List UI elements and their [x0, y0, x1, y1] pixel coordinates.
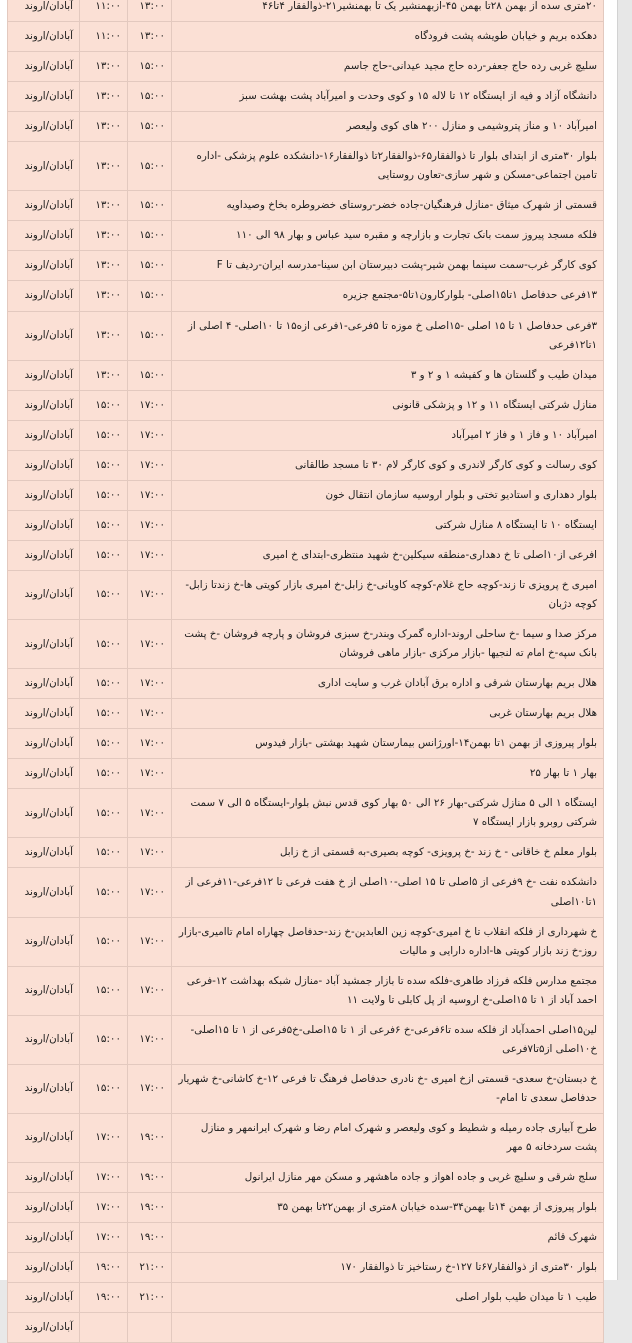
cell-end-time: ۱۵:۰۰ — [128, 221, 172, 251]
table-row — [8, 699, 604, 729]
cell-region: آبادان/اروند — [8, 390, 80, 420]
cell-start-time: ۱۵:۰۰ — [80, 868, 128, 917]
cell-region: آبادان/اروند — [8, 699, 80, 729]
table-row — [8, 281, 604, 311]
cell-end-time: ۱۷:۰۰ — [128, 699, 172, 729]
table-row — [8, 1223, 604, 1253]
cell-start-time: ۱۹:۰۰ — [80, 1283, 128, 1313]
cell-outage-area: ۱۳فرعی حدفاصل ۱تا۱۵اصلی- بلوارکارون۱تا۵-مجتمع جزیره — [172, 281, 604, 311]
cell-outage-area: امیرآباد ۱۰ و فاز ۱ و فاز ۲ امیرآباد — [172, 420, 604, 450]
cell-end-time: ۱۷:۰۰ — [128, 838, 172, 868]
cell-region: آبادان/اروند — [8, 1313, 80, 1343]
cell-region: آبادان/اروند — [8, 191, 80, 221]
cell-outage-area — [172, 1313, 604, 1343]
cell-region: آبادان/اروند — [8, 510, 80, 540]
cell-start-time: ۱۳:۰۰ — [80, 142, 128, 191]
table-row — [8, 1015, 604, 1064]
cell-outage-area: هلال بریم بهارستان غربی — [172, 699, 604, 729]
cell-outage-area: دانشکده نفت -خ ۹فرعی از ۵اصلی تا ۱۵ اصلی-۱۰اصلی از خ هفت فرعی تا ۱۲فرعی-۱۱فرعی از ۱تا۱۰اصلی — [172, 868, 604, 917]
cell-outage-area: بلوار پیروزی از بهمن ۱۴تا بهمن۳۴-سده خیابان ۸متری از بهمن۲۲تا بهمن ۳۵ — [172, 1193, 604, 1223]
cell-outage-area: سلج شرقی و سلیچ غربی و جاده اهواز و جاده ماهشهر و مسکن مهر منازل ایرانول — [172, 1163, 604, 1193]
cell-outage-area: ایستگاه ۱۰ تا ایستگاه ۸ منازل شرکتی — [172, 510, 604, 540]
cell-outage-area: افرعی از۱۰اصلی تا خ دهداری-منطقه سیکلین-خ شهید منتظری-ابتدای خ امیری — [172, 540, 604, 570]
cell-outage-area: بلوار ۳۰متری از ابتدای بلوار تا ذوالفقار۶۵-ذوالفقار۲تا ذوالفقار۱۶-دانشکده علوم پزشکی -اداره تامین اجتماعی-مسکن و شهر سازی-تعاون روستایی — [172, 142, 604, 191]
cell-outage-area: امیری خ پرویزی تا زند-کوچه حاج غلام-کوچه کاویانی-خ زابل-خ امیری بازار کویتی ها-خ زندتا زابل-کوچه دژبان — [172, 570, 604, 619]
cell-end-time: ۱۵:۰۰ — [128, 112, 172, 142]
cell-start-time: ۱۵:۰۰ — [80, 789, 128, 838]
cell-end-time: ۱۷:۰۰ — [128, 917, 172, 966]
cell-end-time: ۱۷:۰۰ — [128, 759, 172, 789]
cell-outage-area: خ دبستان-خ سعدی- قسمتی ازخ امیری -خ نادری حدفاصل فرهنگ تا فرعی ۱۲-خ کاشانی-خ شهریار حدفاصل سعدی تا امام- — [172, 1064, 604, 1113]
table-row — [8, 1253, 604, 1283]
table-row — [8, 510, 604, 540]
cell-outage-area: منازل شرکتی ایستگاه ۱۱ و ۱۲ و پزشکی قانونی — [172, 390, 604, 420]
cell-start-time: ۱۳:۰۰ — [80, 251, 128, 281]
cell-region: آبادان/اروند — [8, 82, 80, 112]
cell-end-time: ۱۷:۰۰ — [128, 570, 172, 619]
cell-start-time: ۱۵:۰۰ — [80, 838, 128, 868]
cell-start-time: ۱۳:۰۰ — [80, 311, 128, 360]
cell-end-time: ۲۱:۰۰ — [128, 1253, 172, 1283]
table-row — [8, 480, 604, 510]
cell-start-time: ۱۵:۰۰ — [80, 966, 128, 1015]
table-row — [8, 390, 604, 420]
table-row — [8, 251, 604, 281]
cell-region: آبادان/اروند — [8, 966, 80, 1015]
table-row — [8, 868, 604, 917]
cell-outage-area: شهرک قائم — [172, 1223, 604, 1253]
cell-region: آبادان/اروند — [8, 620, 80, 669]
table-row — [8, 966, 604, 1015]
cell-start-time: ۱۳:۰۰ — [80, 281, 128, 311]
cell-end-time: ۱۵:۰۰ — [128, 82, 172, 112]
cell-outage-area: کوی رسالت و کوی کارگر لاندری و کوی کارگر لام ۳۰ تا مسجد طالقانی — [172, 450, 604, 480]
cell-start-time: ۱۵:۰۰ — [80, 917, 128, 966]
cell-region: آبادان/اروند — [8, 540, 80, 570]
cell-start-time: ۱۵:۰۰ — [80, 540, 128, 570]
table-row — [8, 540, 604, 570]
cell-outage-area: طرح آبیاری جاده رمیله و شطیط و کوی ولیعصر و شهرک امام رضا و شهرک ایرانمهر و منازل پشت سردخانه ۵ مهر — [172, 1113, 604, 1162]
cell-end-time: ۲۱:۰۰ — [128, 1283, 172, 1313]
cell-end-time: ۱۵:۰۰ — [128, 142, 172, 191]
cell-outage-area: خ شهرداری از فلکه انقلاب تا خ امیری-کوچه زین العابدین-خ زند-حدفاصل چهاراه امام تاامیری-بازار روز-خ زند بازار کویتی ها-اداره دارایی و مالیات — [172, 917, 604, 966]
cell-start-time: ۱۵:۰۰ — [80, 450, 128, 480]
table-row — [8, 669, 604, 699]
cell-outage-area: دهکده بریم و خیابان طویشه پشت فرودگاه — [172, 22, 604, 52]
table-row — [8, 112, 604, 142]
cell-outage-area: مجتمع مدارس فلکه فرزاد طاهری-فلکه سده تا بازار جمشید آباد -منازل شبکه بهداشت ۱۲-فرعی احمد آباد از ۱ تا ۱۵اصلی-خ اروسیه از پل کابلی تا ولایت ۱۱ — [172, 966, 604, 1015]
cell-region: آبادان/اروند — [8, 917, 80, 966]
table-row — [8, 1163, 604, 1193]
cell-region: آبادان/اروند — [8, 1253, 80, 1283]
cell-end-time: ۱۵:۰۰ — [128, 191, 172, 221]
cell-outage-area: ۲۰متری سده از بهمن ۲۸تا بهمن ۴۵-ازبهمنشیر یک تا بهمنشیر۲۱-ذوالفقار ۴تا۴۶ — [172, 0, 604, 22]
cell-region: آبادان/اروند — [8, 22, 80, 52]
table-row — [8, 1193, 604, 1223]
cell-outage-area: بلوار ۳۰متری از ذوالفقار۶۷تا ۱۲۷-خ رستاخیز تا ذوالفقار ۱۷۰ — [172, 1253, 604, 1283]
cell-end-time: ۱۷:۰۰ — [128, 789, 172, 838]
cell-region: آبادان/اروند — [8, 729, 80, 759]
cell-end-time — [128, 1313, 172, 1343]
table-row — [8, 759, 604, 789]
cell-start-time: ۱۵:۰۰ — [80, 1015, 128, 1064]
table-row — [8, 1113, 604, 1162]
cell-outage-area: ۳فرعی حدفاصل ۱ تا ۱۵ اصلی -۱۵اصلی خ موزه تا ۵فرعی-۱فرعی ازه۱۵ تا ۱۰اصلی- ۴ اصلی از ۱تا۱۲فرعی — [172, 311, 604, 360]
cell-start-time: ۱۵:۰۰ — [80, 480, 128, 510]
cell-start-time: ۱۷:۰۰ — [80, 1163, 128, 1193]
table-row — [8, 620, 604, 669]
table-row — [8, 52, 604, 82]
cell-end-time: ۱۳:۰۰ — [128, 22, 172, 52]
cell-outage-area: بلوار معلم خ خاقانی - خ زند -خ پرویزی- کوچه بصیری-به قسمتی از خ زابل — [172, 838, 604, 868]
table-row — [8, 0, 604, 22]
cell-end-time: ۱۹:۰۰ — [128, 1223, 172, 1253]
table-row — [8, 420, 604, 450]
cell-end-time: ۱۷:۰۰ — [128, 669, 172, 699]
cell-start-time: ۱۵:۰۰ — [80, 729, 128, 759]
cell-region: آبادان/اروند — [8, 1223, 80, 1253]
cell-region: آبادان/اروند — [8, 838, 80, 868]
table-row — [8, 360, 604, 390]
cell-start-time: ۱۷:۰۰ — [80, 1193, 128, 1223]
cell-region: آبادان/اروند — [8, 142, 80, 191]
table-row — [8, 311, 604, 360]
cell-region: آبادان/اروند — [8, 789, 80, 838]
cell-region: آبادان/اروند — [8, 52, 80, 82]
cell-region: آبادان/اروند — [8, 669, 80, 699]
cell-end-time: ۱۹:۰۰ — [128, 1113, 172, 1162]
cell-region: آبادان/اروند — [8, 1015, 80, 1064]
cell-start-time: ۱۳:۰۰ — [80, 360, 128, 390]
cell-outage-area: امیرآباد ۱۰ و مناز پتروشیمی و منازل ۲۰۰ های کوی ولیعصر — [172, 112, 604, 142]
cell-region: آبادان/اروند — [8, 0, 80, 22]
cell-end-time: ۱۷:۰۰ — [128, 1064, 172, 1113]
cell-start-time: ۱۵:۰۰ — [80, 699, 128, 729]
table-row — [8, 450, 604, 480]
cell-region: آبادان/اروند — [8, 1163, 80, 1193]
cell-start-time: ۱۵:۰۰ — [80, 669, 128, 699]
cell-end-time: ۱۵:۰۰ — [128, 360, 172, 390]
cell-end-time: ۱۷:۰۰ — [128, 450, 172, 480]
cell-start-time: ۱۹:۰۰ — [80, 1253, 128, 1283]
outage-table-container[interactable] — [8, 0, 604, 1343]
cell-outage-area: فلکه مسجد پیروز سمت بانک تجارت و بازارچه و مقبره سید عباس و بهار ۹۸ الی ۱۱۰ — [172, 221, 604, 251]
cell-end-time: ۱۷:۰۰ — [128, 420, 172, 450]
cell-start-time: ۱۳:۰۰ — [80, 221, 128, 251]
cell-end-time: ۱۳:۰۰ — [128, 0, 172, 22]
cell-end-time: ۱۹:۰۰ — [128, 1163, 172, 1193]
cell-region: آبادان/اروند — [8, 570, 80, 619]
cell-start-time: ۱۳:۰۰ — [80, 82, 128, 112]
cell-outage-area: لین۱۵اصلی احمدآباد از فلکه سده تا۶فرعی-خ ۶فرعی از ۱ تا ۱۵اصلی-خ۵فرعی از ۱ تا ۱۵اصلی-خ۱۰اصلی از۵تا۷فرعی — [172, 1015, 604, 1064]
cell-outage-area: میدان طیب و گلستان ها و کفیشه ۱ و ۲ و ۳ — [172, 360, 604, 390]
cell-outage-area: بهار ۱ تا بهار ۲۵ — [172, 759, 604, 789]
table-row — [8, 729, 604, 759]
cell-region: آبادان/اروند — [8, 251, 80, 281]
cell-outage-area: طیب ۱ تا میدان طیب بلوار اصلی — [172, 1283, 604, 1313]
cell-end-time: ۱۷:۰۰ — [128, 966, 172, 1015]
cell-end-time: ۱۷:۰۰ — [128, 390, 172, 420]
cell-start-time: ۱۵:۰۰ — [80, 620, 128, 669]
cell-region: آبادان/اروند — [8, 1113, 80, 1162]
cell-region: آبادان/اروند — [8, 480, 80, 510]
table-row — [8, 1313, 604, 1343]
power-outage-schedule-table — [7, 0, 604, 1343]
cell-region: آبادان/اروند — [8, 1283, 80, 1313]
cell-start-time: ۱۷:۰۰ — [80, 1113, 128, 1162]
cell-outage-area: دانشگاه آزاد و فیه از ایستگاه ۱۲ تا لاله ۱۵ و کوی وحدت و امیرآباد پشت بهشت سبز — [172, 82, 604, 112]
table-row — [8, 22, 604, 52]
table-row — [8, 838, 604, 868]
cell-start-time: ۱۳:۰۰ — [80, 112, 128, 142]
table-row — [8, 142, 604, 191]
cell-start-time: ۱۳:۰۰ — [80, 52, 128, 82]
cell-end-time: ۱۷:۰۰ — [128, 729, 172, 759]
cell-start-time: ۱۷:۰۰ — [80, 1223, 128, 1253]
cell-start-time: ۱۵:۰۰ — [80, 570, 128, 619]
cell-start-time: ۱۳:۰۰ — [80, 191, 128, 221]
cell-end-time: ۱۷:۰۰ — [128, 480, 172, 510]
cell-end-time: ۱۵:۰۰ — [128, 52, 172, 82]
cell-outage-area: کوی کارگر غرب-سمت سینما بهمن شیر-پشت دبیرستان ابن سینا-مدرسه ایران-ردیف تا F — [172, 251, 604, 281]
cell-start-time: ۱۵:۰۰ — [80, 1064, 128, 1113]
cell-start-time — [80, 1313, 128, 1343]
cell-outage-area: ایستگاه ۱ الی ۵ منازل شرکتی-بهار ۲۶ الی ۵۰ بهار کوی قدس نبش بلوار-ایستگاه ۵ الی ۷ سمت شرکتی روبرو بازار ایستگاه ۷ — [172, 789, 604, 838]
cell-start-time: ۱۵:۰۰ — [80, 420, 128, 450]
cell-start-time: ۱۵:۰۰ — [80, 759, 128, 789]
cell-region: آبادان/اروند — [8, 759, 80, 789]
cell-region: آبادان/اروند — [8, 868, 80, 917]
cell-region: آبادان/اروند — [8, 221, 80, 251]
cell-start-time: ۱۱:۰۰ — [80, 0, 128, 22]
table-row — [8, 917, 604, 966]
table-row — [8, 1064, 604, 1113]
cell-region: آبادان/اروند — [8, 1193, 80, 1223]
cell-end-time: ۱۷:۰۰ — [128, 620, 172, 669]
right-gutter[interactable] — [618, 0, 632, 1280]
cell-region: آبادان/اروند — [8, 112, 80, 142]
cell-end-time: ۱۵:۰۰ — [128, 251, 172, 281]
cell-start-time: ۱۵:۰۰ — [80, 510, 128, 540]
cell-outage-area: قسمتی از شهرک میثاق -منازل فرهنگیان-جاده خضر-روستای خضروطره بخاخ وصیداویه — [172, 191, 604, 221]
cell-start-time: ۱۱:۰۰ — [80, 22, 128, 52]
cell-region: آبادان/اروند — [8, 311, 80, 360]
cell-end-time: ۱۷:۰۰ — [128, 540, 172, 570]
cell-region: آبادان/اروند — [8, 420, 80, 450]
table-body — [8, 0, 604, 1343]
cell-outage-area: بلوار دهداری و استادیو تختی و بلوار اروسیه سازمان انتقال خون — [172, 480, 604, 510]
table-row — [8, 570, 604, 619]
cell-start-time: ۱۵:۰۰ — [80, 390, 128, 420]
table-row — [8, 82, 604, 112]
cell-outage-area: بلوار پیروزی از بهمن ۱تا بهمن۱۴-اورژانس بیمارستان شهید بهشتی -بازار فیدوس — [172, 729, 604, 759]
cell-region: آبادان/اروند — [8, 450, 80, 480]
cell-outage-area: سلیچ غربی رده حاج جعفر-رده حاج مجید عیدانی-حاج جاسم — [172, 52, 604, 82]
cell-end-time: ۱۷:۰۰ — [128, 510, 172, 540]
cell-end-time: ۱۷:۰۰ — [128, 1015, 172, 1064]
cell-outage-area: هلال بریم بهارستان شرقی و اداره برق آبادان غرب و سایت اداری — [172, 669, 604, 699]
cell-outage-area: مرکز صدا و سیما -خ ساحلی اروند-اداره گمرک وبندر-خ سبزی فروشان و پارچه فروشان -خ پشت بانک سپه-خ امام ته لنجیها -بازار مرکزی -بازار ماهی فروشان — [172, 620, 604, 669]
cell-end-time: ۱۷:۰۰ — [128, 868, 172, 917]
table-row — [8, 191, 604, 221]
cell-end-time: ۱۵:۰۰ — [128, 281, 172, 311]
cell-end-time: ۱۹:۰۰ — [128, 1193, 172, 1223]
cell-region: آبادان/اروند — [8, 360, 80, 390]
cell-region: آبادان/اروند — [8, 1064, 80, 1113]
cell-region: آبادان/اروند — [8, 281, 80, 311]
table-row — [8, 789, 604, 838]
table-row — [8, 221, 604, 251]
cell-end-time: ۱۵:۰۰ — [128, 311, 172, 360]
table-row — [8, 1283, 604, 1313]
